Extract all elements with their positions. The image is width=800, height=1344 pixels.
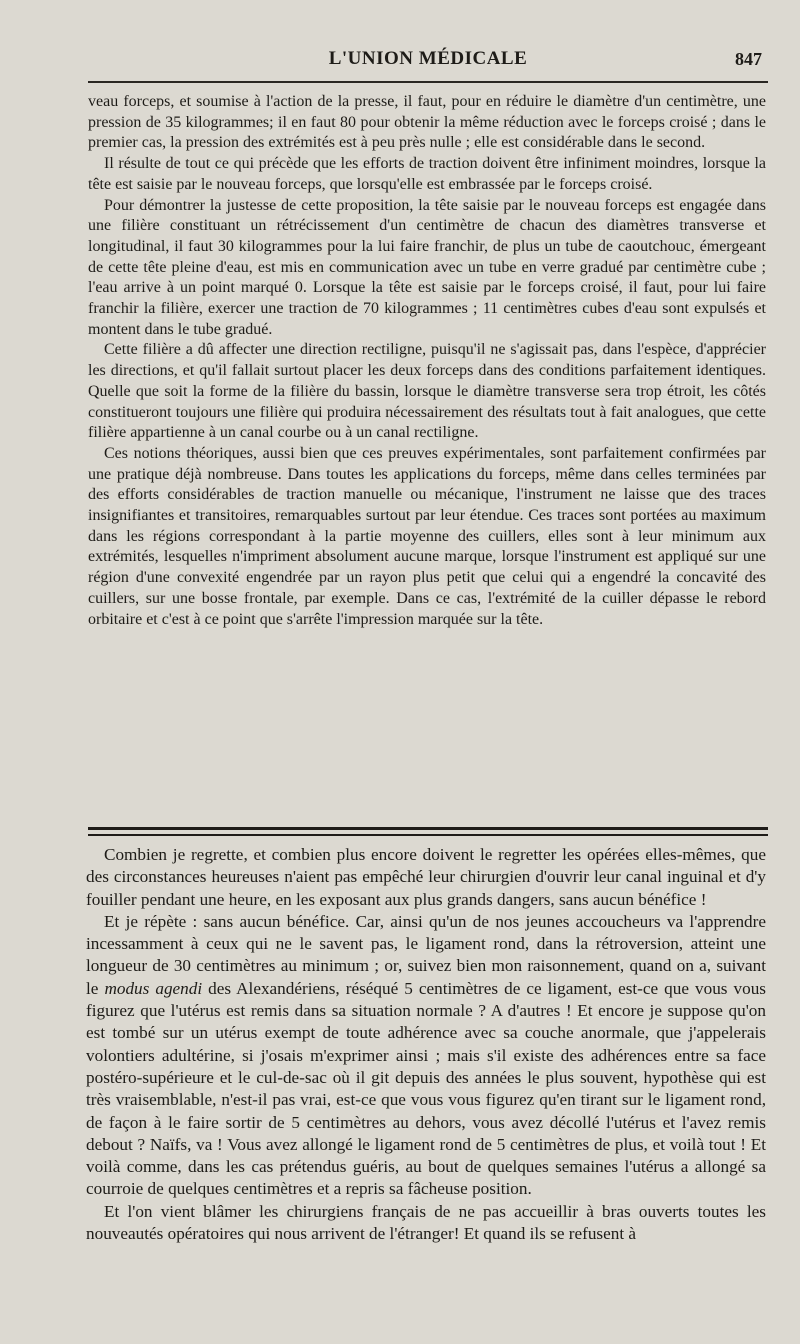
paragraph: Pour démontrer la justesse de cette proposition, la tête saisie par le nouveau forceps est engagée dans une filière constituant un rétrécissement d'un centimètre de chacun des diamètres transverse et longitudinal, il faut 30 kilogrammes pour la lui faire franchir, de plus un tube de caoutchouc, émergeant de cette tête pleine d'eau, est mis en communication avec un tube en verre gradué par centimètre cube ; l'eau arrive à un point marqué 0. Lorsque la tête est saisie par le forceps croisé, il faut, pour lui faire franchir la filière, exercer une traction de 70 kilogrammes ; 11 centimètres cubes d'eau sont expulsés et montent dans le tube gradué. <box>88 196 766 338</box>
header-rule <box>88 81 768 83</box>
paragraph: Cette filière a dû affecter une direction rectiligne, puisqu'il ne s'agissait pas, dans l'espèce, d'apprécier les directions, et qu'il fallait surtout placer les deux forceps dans des conditions parfaitement identiques. Quelle que soit la forme de la filière du bassin, lorsque le diamètre transverse sera trop étroit, les côtés constitueront toujours une filière qui produira nécessairement des résultats tout à fait analogues, que cette filière appartienne à un canal courbe ou à un canal rectiligne. <box>88 341 766 442</box>
italic-phrase: modus agendi <box>104 978 203 998</box>
paragraph: Ces notions théoriques, aussi bien que ces preuves expérimentales, sont parfaitement confirmées par une pratique déjà nombreuse. Dans toutes les applications du forceps, même dans celles terminées par des efforts considérables de traction manuelle ou mécanique, l'instrument ne laisse que des traces insignifiantes et transitoires, remarquables surtout par leur étendue. Ces traces sont portées au maximum dans les régions correspondant à la partie moyenne des cuillers, elles sont à leur minimum aux extrémités, lesquelles n'impriment absolument aucune marque, lorsque l'instrument est appliqué sur une région d'une convexité engendrée par un rayon plus petit que celui qui a engendré la concavité des cuillers, sur une bosse frontale, par exemple. Dans ce cas, l'extrémité de la cuiller dépasse le rebord orbitaire et c'est à ce point que s'arrête l'impression marquée sur la tête. <box>88 444 766 628</box>
section-separator <box>88 834 768 836</box>
section-separator <box>88 827 768 830</box>
paragraph: Il résulte de tout ce qui précède que les efforts de traction doivent être infiniment moindres, lorsque la tête est saisie par le nouveau forceps, que lorsqu'elle est embrassée par le forceps croisé. <box>88 155 766 193</box>
upper-article <box>88 92 766 630</box>
paragraph <box>86 911 766 1201</box>
paragraph: Combien je regrette, et combien plus encore doivent le regretter les opérées elles-mêmes, que des circonstances heureuses n'aient pas empêché leur chirurgien d'ouvrir leur canal inguinal et d'y fouiller pendant une heure, en les exposant aux plus grands dangers, sans aucun bénéfice ! <box>86 845 766 909</box>
paragraph: veau forceps, et soumise à l'action de la presse, il faut, pour en réduire le diamètre d'un centimètre, une pression de 35 kilogrammes; il en faut 80 pour obtenir la même réduction avec le forceps croisé ; dans le premier cas, la pression des extrémités est à peu près nulle ; elle est considérable dans le second. <box>88 93 766 152</box>
paragraph-text: des Alexandériens, réséqué 5 centimètres de ce ligament, est-ce que vous vous figurez que l'utérus est remis dans sa situation normale ? A d'autres ! Et encore je suppose qu'on est tombé sur un utérus exempt de toute adhérence avec sa couche anormale, que j'appelerais volontiers adultérine, si j'osais m'exprimer ainsi ; mais s'il existe des adhérences entre sa face postéro-supérieure et le cul-de-sac où il git depuis des années le plus souvent, hypothèse qui est très vraisemblable, n'est-il pas vrai, est-ce que vous vous figurez qu'en tirant sur le ligament rond, de façon à le faire sortir de 5 centimètres au dehors, vous avez décollé l'utérus et l'avez remis debout ? Naïfs, va ! Vous avez allongé le ligament rond de 5 centimètres de plus, et voilà tout ! Et voilà comme, dans les cas prétendus guéris, au bout de quelques semaines l'utérus a allongé sa courroie de quelques centimètres et a repris sa fâcheuse position. <box>86 978 766 1199</box>
page-number: 847 <box>735 49 762 69</box>
lower-article <box>86 844 766 1245</box>
paragraph-text: Et je répète : sans aucun bénéfice. Car, ainsi qu'un de nos jeunes accoucheurs va l'apprendre incessamment à ceux qui ne le savent pas, le ligament rond, dans la rétroversion, atteint une longueur de 30 centimètres au minimum ; or, suivez bien mon raisonnement, quand on a, suivant le <box>86 911 766 998</box>
paragraph: Et l'on vient blâmer les chirurgiens français de ne pas accueillir à bras ouverts toutes les nouveautés opératoires qui nous arrivent de l'étranger! Et quand ils se refusent à <box>86 1201 766 1244</box>
page-header <box>88 48 768 76</box>
running-title: L'UNION MÉDICALE <box>328 48 528 69</box>
